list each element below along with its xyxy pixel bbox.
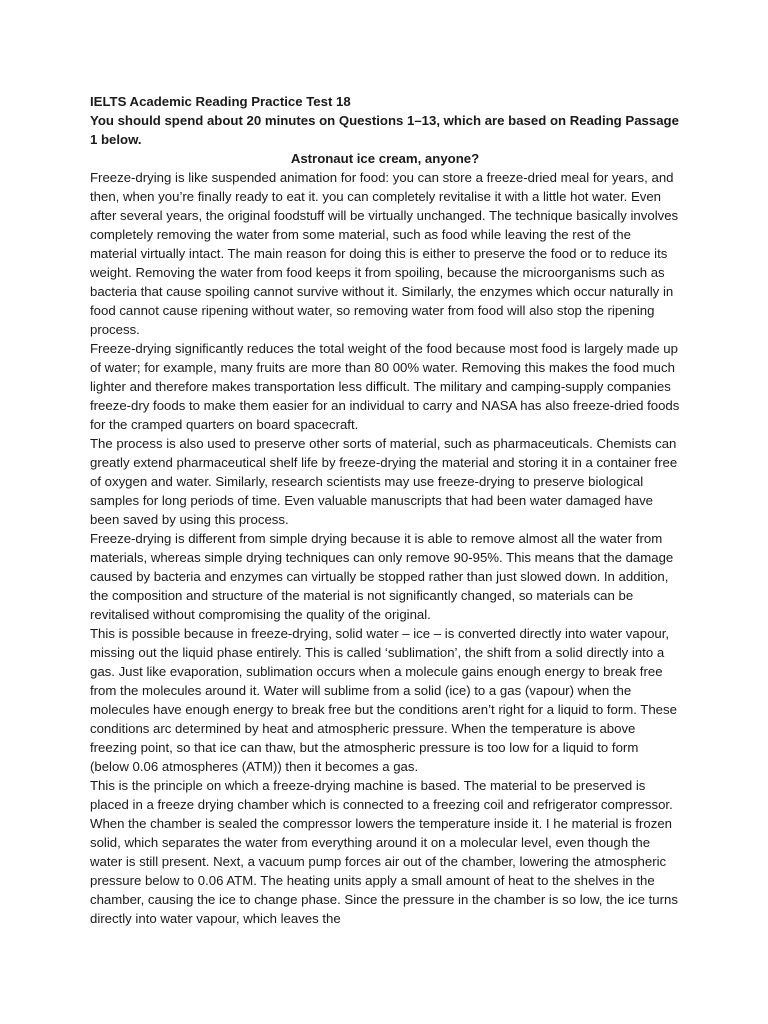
test-title: IELTS Academic Reading Practice Test 18 <box>90 94 351 109</box>
paragraph-4: Freeze-drying is different from simple drying because it is able to remove almost all the water from materials, whereas simple drying techniques can only remove 90-95%. This means that the damage caused by bacteria and enzymes can virtually be stopped rather than just slowed down. In addition, the composition and structure of the material is not significantly changed, so materials can be revitalised without compromising the quality of the original. <box>90 531 674 622</box>
passage-title: Astronaut ice cream, anyone? <box>290 151 480 166</box>
paragraph-3: The process is also used to preserve other sorts of material, such as pharmaceuticals. Chemists can greatly extend pharmaceutical shelf life by freeze-drying the material and storing it in a container free of oxygen and water. Similarly, research scientists may use freeze-drying to preserve biological samples for long periods of time. Even valuable manuscripts that had been water damaged have been saved by using this process. <box>90 436 678 527</box>
document-page <box>90 92 680 928</box>
paragraph-2: Freeze-drying significantly reduces the total weight of the food because most food is largely made up of water; for example, many fruits are more than 80 00% water. Removing this makes the food much lighter and therefore makes transportation less difficult. The military and camping-supply companies freeze-dry foods to make them easier for an individual to carry and NASA has also freeze-dried foods for the cramped quarters on board spacecraft. <box>90 341 680 432</box>
paragraph-5: This is possible because in freeze-drying, solid water – ice – is converted directly into water vapour, missing out the liquid phase entirely. This is called ‘sublimation’, the shift from a solid directly into a gas. Just like evaporation, sublimation occurs when a molecule gains enough energy to break free from the molecules around it. Water will sublime from a solid (ice) to a gas (vapour) when the molecules have enough energy to break free but the conditions aren’t right for a liquid to form. These conditions arc determined by heat and atmospheric pressure. When the temperature is above freezing point, so that ice can thaw, but the atmospheric pressure is too low for a liquid to form (below 0.06 atmospheres (ATM)) then it becomes a gas. <box>90 626 677 774</box>
paragraph-6: This is the principle on which a freeze-drying machine is based. The material to be preserved is placed in a freeze drying chamber which is connected to a freezing coil and refrigerator compressor. When the chamber is sealed the compressor lowers the temperature inside it. I he material is frozen solid, which separates the water from everything around it on a molecular level, even though the water is still present. Next, a vacuum pump forces air out of the chamber, lowering the atmospheric pressure below to 0.06 ATM. The heating units apply a small amount of heat to the shelves in the chamber, causing the ice to change phase. Since the pressure in the chamber is so low, the ice turns directly into water vapour, which leaves the <box>90 778 678 926</box>
instruction-text: You should spend about 20 minutes on Questions 1–13, which are based on Reading Passage 1 below. <box>90 113 679 147</box>
paragraph-1: Freeze-drying is like suspended animation for food: you can store a freeze-dried meal for years, and then, when you’re finally ready to eat it. you can completely revitalise it with a little hot water. Even after several years, the original foodstuff will be virtually unchanged. The technique basically involves completely removing the water from some material, such as food while leaving the rest of the material virtually intact. The main reason for doing this is either to preserve the food or to reduce its weight. Removing the water from food keeps it from spoiling, because the microorganisms such as bacteria that cause spoiling cannot survive without it. Similarly, the enzymes which occur naturally in food cannot cause ripening without water, so removing water from food will also stop the ripening process. <box>90 170 679 337</box>
